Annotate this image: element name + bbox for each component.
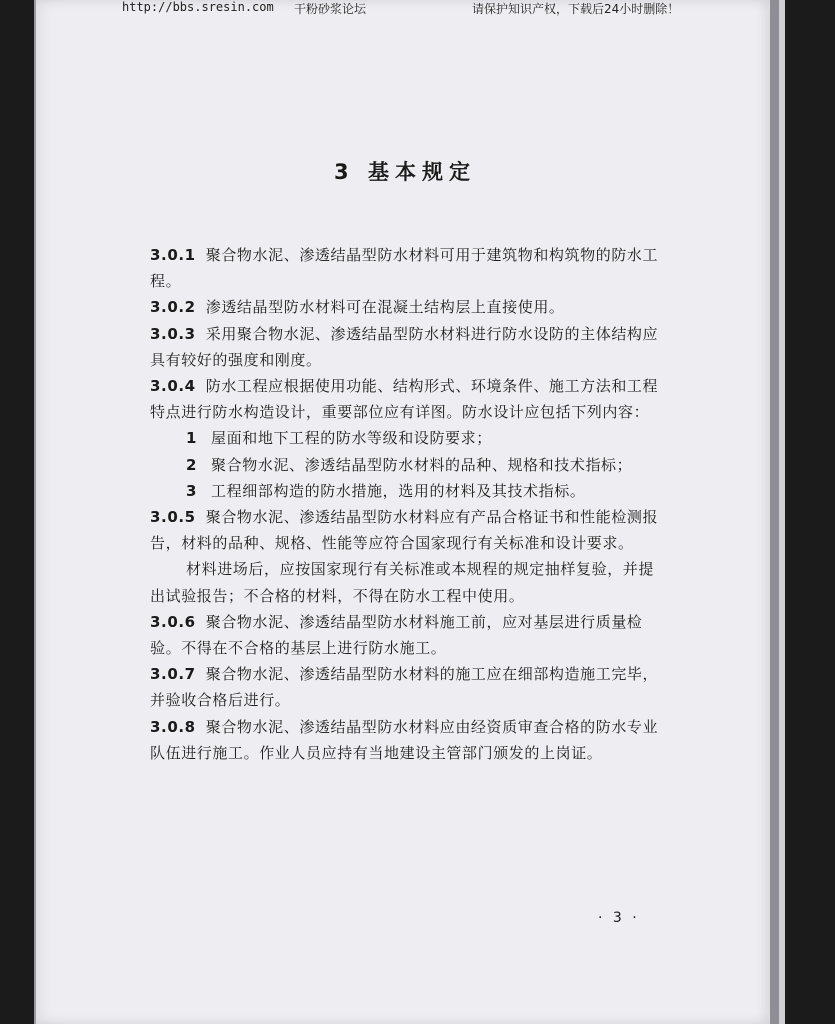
header-forum-name: 干粉砂浆论坛 [294,2,367,16]
clause-3-0-7: 3.0.7 聚合物水泥、渗透结晶型防水材料的施工应在细部构造施工完毕，并验收合格后进行。 [150,665,659,710]
clause-3-0-1: 3.0.1 聚合物水泥、渗透结晶型防水材料可用于建筑物和构筑物的防水工程。 [150,246,659,291]
header-notice: 请保护知识产权，下载后24小时删除！ [472,2,680,16]
clause-3-0-2: 3.0.2 渗透结晶型防水材料可在混凝土结构层上直接使用。 [150,298,565,317]
clause-3-0-8: 3.0.8 聚合物水泥、渗透结晶型防水材料应由经资质审查合格的防水专业队伍进行施工。作业人员应持有当地建设主管部门颁发的上岗证。 [150,717,659,762]
page-edge-shadow [770,0,779,1024]
clause-3-0-6: 3.0.6 聚合物水泥、渗透结晶型防水材料施工前，应对基层进行质量检验。不得在不合格的基层上进行防水施工。 [150,612,643,658]
page-number: · 3 · [598,910,640,926]
clause-3-0-4: 3.0.4 防水工程应根据使用功能、结构形式、环境条件、施工方法和工程特点进行防水构造设计，重要部位应有详图。防水设计应包括下列内容： [150,377,659,422]
clause-3-0-5: 3.0.5 聚合物水泥、渗透结晶型防水材料应有产品合格证书和性能检测报告，材料的品种、规格、性能等应符合国家现行有关标准和设计要求。 [150,508,659,553]
page-edge [779,0,785,1024]
header-url[interactable]: http://bbs.sresin.com [122,0,274,14]
list-item: 1 屋面和地下工程的防水等级和设防要求； [186,429,492,448]
list-item: 2 聚合物水泥、渗透结晶型防水材料的品种、规格和技术指标； [186,455,633,474]
clause-3-0-5-paragraph: 材料进场后，应按国家现行有关标准或本规程的规定抽样复验，并提出试验报告；不合格的材料，不得在防水工程中使用。 [150,560,655,605]
section-body [150,242,662,766]
list-item: 3 工程细部构造的防水措施，选用的材料及其技术指标。 [186,481,586,500]
scan-header [122,0,712,16]
section-title: 3 基本规定 [334,160,476,184]
clause-3-0-3: 3.0.3 采用聚合物水泥、渗透结晶型防水材料进行防水设防的主体结构应具有较好的强度和刚度。 [150,324,659,369]
